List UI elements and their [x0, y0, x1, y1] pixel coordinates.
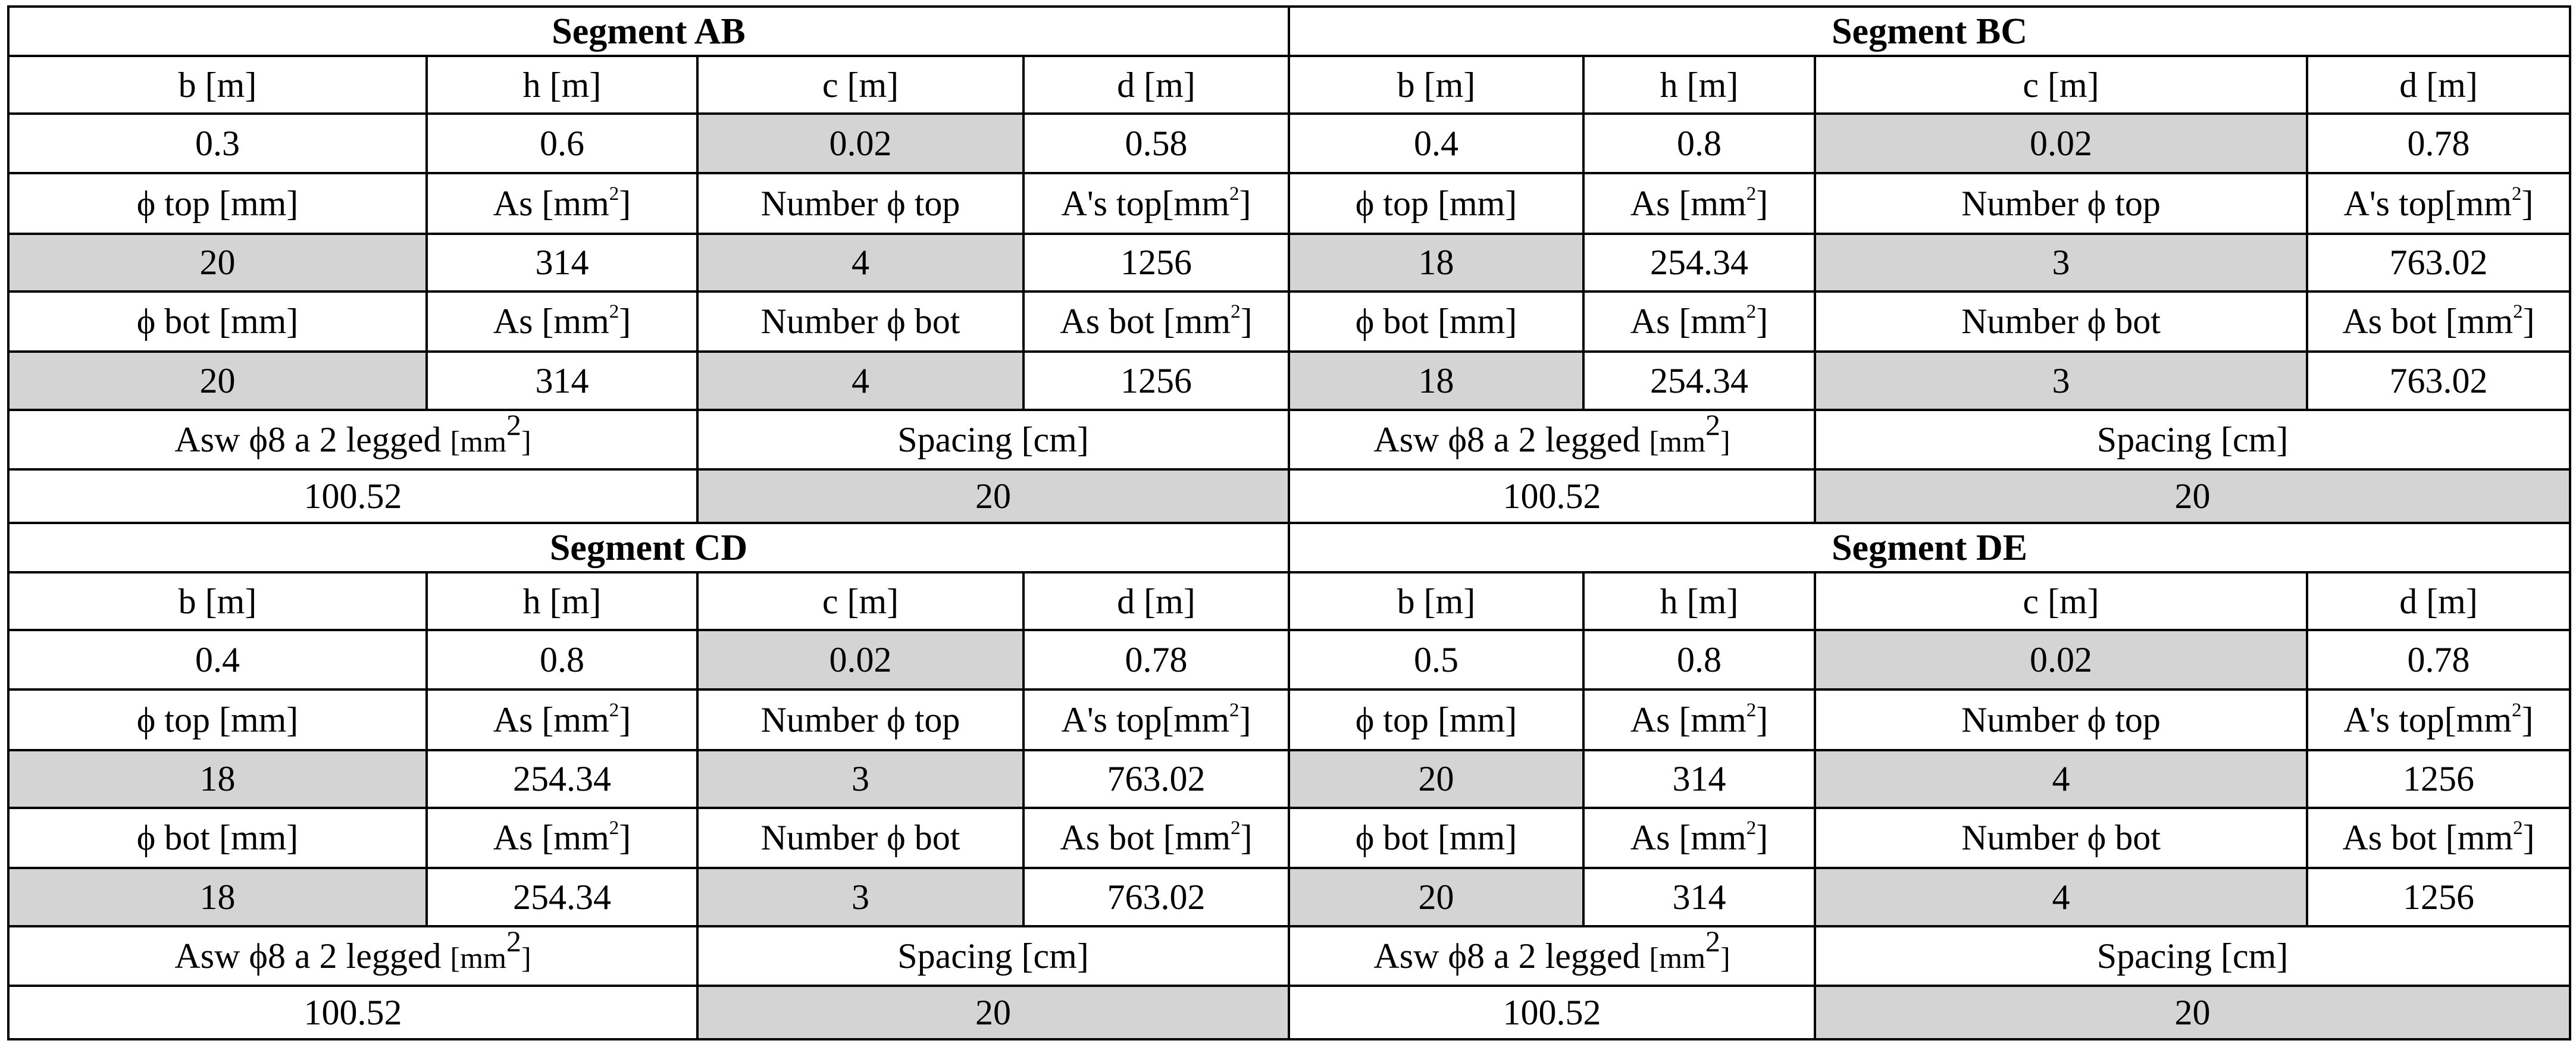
- value-number-phi-top: 4: [697, 234, 1023, 292]
- table-row: [8, 173, 2570, 233]
- close-bracket: ]: [619, 302, 631, 341]
- header-d: d [m]: [1023, 572, 1289, 630]
- superscript-2: 2: [506, 410, 521, 441]
- value-as-bot: 314: [427, 352, 697, 410]
- header-as-bot-text: As [mm: [493, 818, 609, 858]
- close-bracket: ]: [1720, 941, 1730, 975]
- superscript-2: 2: [1229, 700, 1240, 722]
- value-as-top-total: 1256: [2307, 750, 2570, 808]
- header-as-bot-total: [2307, 808, 2570, 868]
- table-row: [8, 750, 2570, 808]
- segment-title: Segment DE: [1289, 523, 2570, 572]
- value-as-bot: 314: [1583, 868, 1815, 926]
- value-h: 0.8: [1583, 114, 1815, 173]
- header-d: d [m]: [2307, 572, 2570, 630]
- header-as-bot-total-text: As bot [mm: [1060, 818, 1231, 858]
- close-bracket: ]: [521, 941, 531, 975]
- value-phi-bot: 20: [8, 352, 427, 410]
- header-phi-top: ϕ top [mm]: [8, 689, 427, 750]
- header-phi-bot: ϕ bot [mm]: [1289, 292, 1583, 352]
- value-h: 0.8: [427, 630, 697, 689]
- value-as-bot-total: 1256: [1023, 352, 1289, 410]
- header-spacing: Spacing [cm]: [1815, 410, 2570, 469]
- value-number-phi-bot: 4: [1815, 868, 2307, 926]
- header-phi-bot: ϕ bot [mm]: [1289, 808, 1583, 868]
- header-as-top-total-text: A's top[mm: [1061, 700, 1229, 740]
- value-phi-top: 18: [8, 750, 427, 808]
- value-as-bot: 254.34: [1583, 352, 1815, 410]
- value-number-phi-top: 4: [1815, 750, 2307, 808]
- header-asw: [8, 410, 697, 469]
- superscript-2: 2: [2512, 183, 2522, 205]
- table-row: [8, 572, 2570, 630]
- table-row: [8, 352, 2570, 410]
- value-h: 0.8: [1583, 630, 1815, 689]
- value-c: 0.02: [697, 114, 1023, 173]
- header-as-bot-total: [2307, 292, 2570, 352]
- value-as-top-total: 763.02: [1023, 750, 1289, 808]
- header-as-top-total-text: A's top[mm: [1061, 184, 1229, 224]
- header-spacing: Spacing [cm]: [1815, 926, 2570, 986]
- header-phi-bot: ϕ bot [mm]: [8, 292, 427, 352]
- value-b: 0.4: [8, 630, 427, 689]
- segment-title: Segment CD: [8, 523, 1289, 572]
- header-as-top: [427, 173, 697, 233]
- superscript-2: 2: [2513, 817, 2523, 839]
- value-spacing: 20: [1815, 469, 2570, 523]
- header-as-top-total-text: A's top[mm: [2343, 700, 2512, 740]
- value-phi-bot: 18: [1289, 352, 1583, 410]
- value-asw: 100.52: [1289, 986, 1815, 1039]
- header-c: c [m]: [1815, 56, 2307, 114]
- value-as-top: 314: [427, 234, 697, 292]
- close-bracket: ]: [1240, 302, 1253, 341]
- header-as-bot-total-text: As bot [mm: [2342, 302, 2514, 341]
- header-number-phi-top: Number ϕ top: [1815, 689, 2307, 750]
- close-bracket: ]: [1756, 818, 1769, 858]
- value-spacing: 20: [697, 469, 1289, 523]
- header-as-top-total: [2307, 689, 2570, 750]
- close-bracket: ]: [1756, 700, 1769, 740]
- value-c: 0.02: [1815, 630, 2307, 689]
- header-phi-top: ϕ top [mm]: [1289, 173, 1583, 233]
- header-as-top-total: [2307, 173, 2570, 233]
- value-as-top: 254.34: [1583, 234, 1815, 292]
- table-row: [8, 523, 2570, 572]
- header-c: c [m]: [697, 572, 1023, 630]
- header-as-bot-text: As [mm: [1630, 818, 1746, 858]
- close-bracket: ]: [2522, 302, 2535, 341]
- header-phi-bot: ϕ bot [mm]: [8, 808, 427, 868]
- segment-title: Segment AB: [8, 7, 1289, 56]
- close-bracket: ]: [619, 700, 631, 740]
- header-as-bot-total: [1023, 292, 1289, 352]
- close-bracket: ]: [1239, 700, 1251, 740]
- superscript-2: 2: [609, 301, 619, 323]
- header-as-bot-total: [1023, 808, 1289, 868]
- header-asw-text: Asw ϕ8 a 2 legged: [174, 936, 450, 976]
- header-asw-text: Asw ϕ8 a 2 legged: [1373, 420, 1649, 460]
- header-asw-unit: [mm: [450, 941, 506, 975]
- value-asw: 100.52: [8, 986, 697, 1039]
- close-bracket: ]: [1239, 184, 1251, 224]
- superscript-2: 2: [1705, 410, 1720, 441]
- header-as-bot: [427, 808, 697, 868]
- value-d: 0.58: [1023, 114, 1289, 173]
- value-phi-bot: 20: [1289, 868, 1583, 926]
- header-as-top-total-text: A's top[mm: [2343, 184, 2512, 224]
- header-b: b [m]: [8, 572, 427, 630]
- header-number-phi-top: Number ϕ top: [697, 689, 1023, 750]
- value-spacing: 20: [697, 986, 1289, 1039]
- header-as-top: [1583, 173, 1815, 233]
- close-bracket: ]: [619, 818, 631, 858]
- header-h: h [m]: [1583, 56, 1815, 114]
- value-number-phi-bot: 3: [1815, 352, 2307, 410]
- segment-title: Segment BC: [1289, 7, 2570, 56]
- header-asw-unit: [mm: [1649, 425, 1705, 459]
- superscript-2: 2: [1705, 926, 1720, 958]
- close-bracket: ]: [1240, 818, 1253, 858]
- header-h: h [m]: [1583, 572, 1815, 630]
- value-asw: 100.52: [1289, 469, 1815, 523]
- value-spacing: 20: [1815, 986, 2570, 1039]
- header-as-bot: [1583, 292, 1815, 352]
- header-as-top-text: As [mm: [493, 184, 609, 224]
- header-as-bot: [427, 292, 697, 352]
- table-row: [8, 689, 2570, 750]
- table-row: [8, 630, 2570, 689]
- table-row: [8, 114, 2570, 173]
- superscript-2: 2: [506, 926, 521, 958]
- header-number-phi-top: Number ϕ top: [697, 173, 1023, 233]
- header-as-top-text: As [mm: [1630, 184, 1746, 224]
- value-number-phi-bot: 4: [697, 352, 1023, 410]
- header-asw: [1289, 926, 1815, 986]
- value-b: 0.4: [1289, 114, 1583, 173]
- close-bracket: ]: [619, 184, 631, 224]
- header-c: c [m]: [1815, 572, 2307, 630]
- header-as-top-text: As [mm: [1630, 700, 1746, 740]
- value-phi-top: 18: [1289, 234, 1583, 292]
- header-asw-text: Asw ϕ8 a 2 legged: [1373, 936, 1649, 976]
- header-as-bot-total-text: As bot [mm: [2342, 818, 2514, 858]
- header-as-top-text: As [mm: [493, 700, 609, 740]
- close-bracket: ]: [521, 425, 531, 459]
- header-asw-unit: [mm: [450, 425, 506, 459]
- header-d: d [m]: [1023, 56, 1289, 114]
- close-bracket: ]: [2521, 700, 2534, 740]
- header-b: b [m]: [8, 56, 427, 114]
- header-b: b [m]: [1289, 572, 1583, 630]
- value-d: 0.78: [1023, 630, 1289, 689]
- header-d: d [m]: [2307, 56, 2570, 114]
- header-number-phi-bot: Number ϕ bot: [1815, 808, 2307, 868]
- value-c: 0.02: [697, 630, 1023, 689]
- superscript-2: 2: [2513, 301, 2523, 323]
- value-as-bot-total: 1256: [2307, 868, 2570, 926]
- value-phi-bot: 18: [8, 868, 427, 926]
- table-row: [8, 986, 2570, 1039]
- header-as-bot-total-text: As bot [mm: [1060, 302, 1231, 341]
- superscript-2: 2: [1746, 817, 1757, 839]
- header-c: c [m]: [697, 56, 1023, 114]
- header-number-phi-bot: Number ϕ bot: [1815, 292, 2307, 352]
- segment-reinforcement-table: [7, 5, 2571, 1040]
- superscript-2: 2: [609, 817, 619, 839]
- value-phi-top: 20: [1289, 750, 1583, 808]
- table-row: [8, 868, 2570, 926]
- value-as-bot-total: 763.02: [1023, 868, 1289, 926]
- header-h: h [m]: [427, 56, 697, 114]
- value-number-phi-top: 3: [1815, 234, 2307, 292]
- header-as-top: [427, 689, 697, 750]
- superscript-2: 2: [1746, 301, 1757, 323]
- superscript-2: 2: [1231, 301, 1241, 323]
- value-h: 0.6: [427, 114, 697, 173]
- header-asw: [1289, 410, 1815, 469]
- table-row: [8, 292, 2570, 352]
- value-b: 0.5: [1289, 630, 1583, 689]
- value-b: 0.3: [8, 114, 427, 173]
- superscript-2: 2: [1231, 817, 1241, 839]
- superscript-2: 2: [609, 700, 619, 722]
- value-d: 0.78: [2307, 114, 2570, 173]
- table-row: [8, 7, 2570, 56]
- value-phi-top: 20: [8, 234, 427, 292]
- header-b: b [m]: [1289, 56, 1583, 114]
- superscript-2: 2: [1746, 700, 1757, 722]
- header-as-top-total: [1023, 689, 1289, 750]
- table-row: [8, 56, 2570, 114]
- header-number-phi-top: Number ϕ top: [1815, 173, 2307, 233]
- value-asw: 100.52: [8, 469, 697, 523]
- header-as-bot-text: As [mm: [493, 302, 609, 341]
- table-row: [8, 234, 2570, 292]
- superscript-2: 2: [1229, 183, 1240, 205]
- header-as-bot-text: As [mm: [1630, 302, 1746, 341]
- close-bracket: ]: [1756, 184, 1769, 224]
- header-number-phi-bot: Number ϕ bot: [697, 808, 1023, 868]
- value-as-top-total: 763.02: [2307, 234, 2570, 292]
- header-number-phi-bot: Number ϕ bot: [697, 292, 1023, 352]
- value-as-bot-total: 763.02: [2307, 352, 2570, 410]
- table-row: [8, 808, 2570, 868]
- header-spacing: Spacing [cm]: [697, 926, 1289, 986]
- close-bracket: ]: [1756, 302, 1769, 341]
- superscript-2: 2: [2512, 700, 2522, 722]
- value-as-top: 254.34: [427, 750, 697, 808]
- header-asw-text: Asw ϕ8 a 2 legged: [174, 420, 450, 460]
- close-bracket: ]: [2521, 184, 2534, 224]
- value-as-top-total: 1256: [1023, 234, 1289, 292]
- header-as-bot: [1583, 808, 1815, 868]
- header-spacing: Spacing [cm]: [697, 410, 1289, 469]
- value-d: 0.78: [2307, 630, 2570, 689]
- header-asw-unit: [mm: [1649, 941, 1705, 975]
- value-as-bot: 254.34: [427, 868, 697, 926]
- header-asw: [8, 926, 697, 986]
- header-h: h [m]: [427, 572, 697, 630]
- value-number-phi-top: 3: [697, 750, 1023, 808]
- value-number-phi-bot: 3: [697, 868, 1023, 926]
- superscript-2: 2: [609, 183, 619, 205]
- superscript-2: 2: [1746, 183, 1757, 205]
- table-row: [8, 410, 2570, 469]
- value-c: 0.02: [1815, 114, 2307, 173]
- close-bracket: ]: [2522, 818, 2535, 858]
- close-bracket: ]: [1720, 425, 1730, 459]
- header-as-top-total: [1023, 173, 1289, 233]
- header-phi-top: ϕ top [mm]: [8, 173, 427, 233]
- table-row: [8, 469, 2570, 523]
- table-row: [8, 926, 2570, 986]
- header-phi-top: ϕ top [mm]: [1289, 689, 1583, 750]
- value-as-top: 314: [1583, 750, 1815, 808]
- header-as-top: [1583, 689, 1815, 750]
